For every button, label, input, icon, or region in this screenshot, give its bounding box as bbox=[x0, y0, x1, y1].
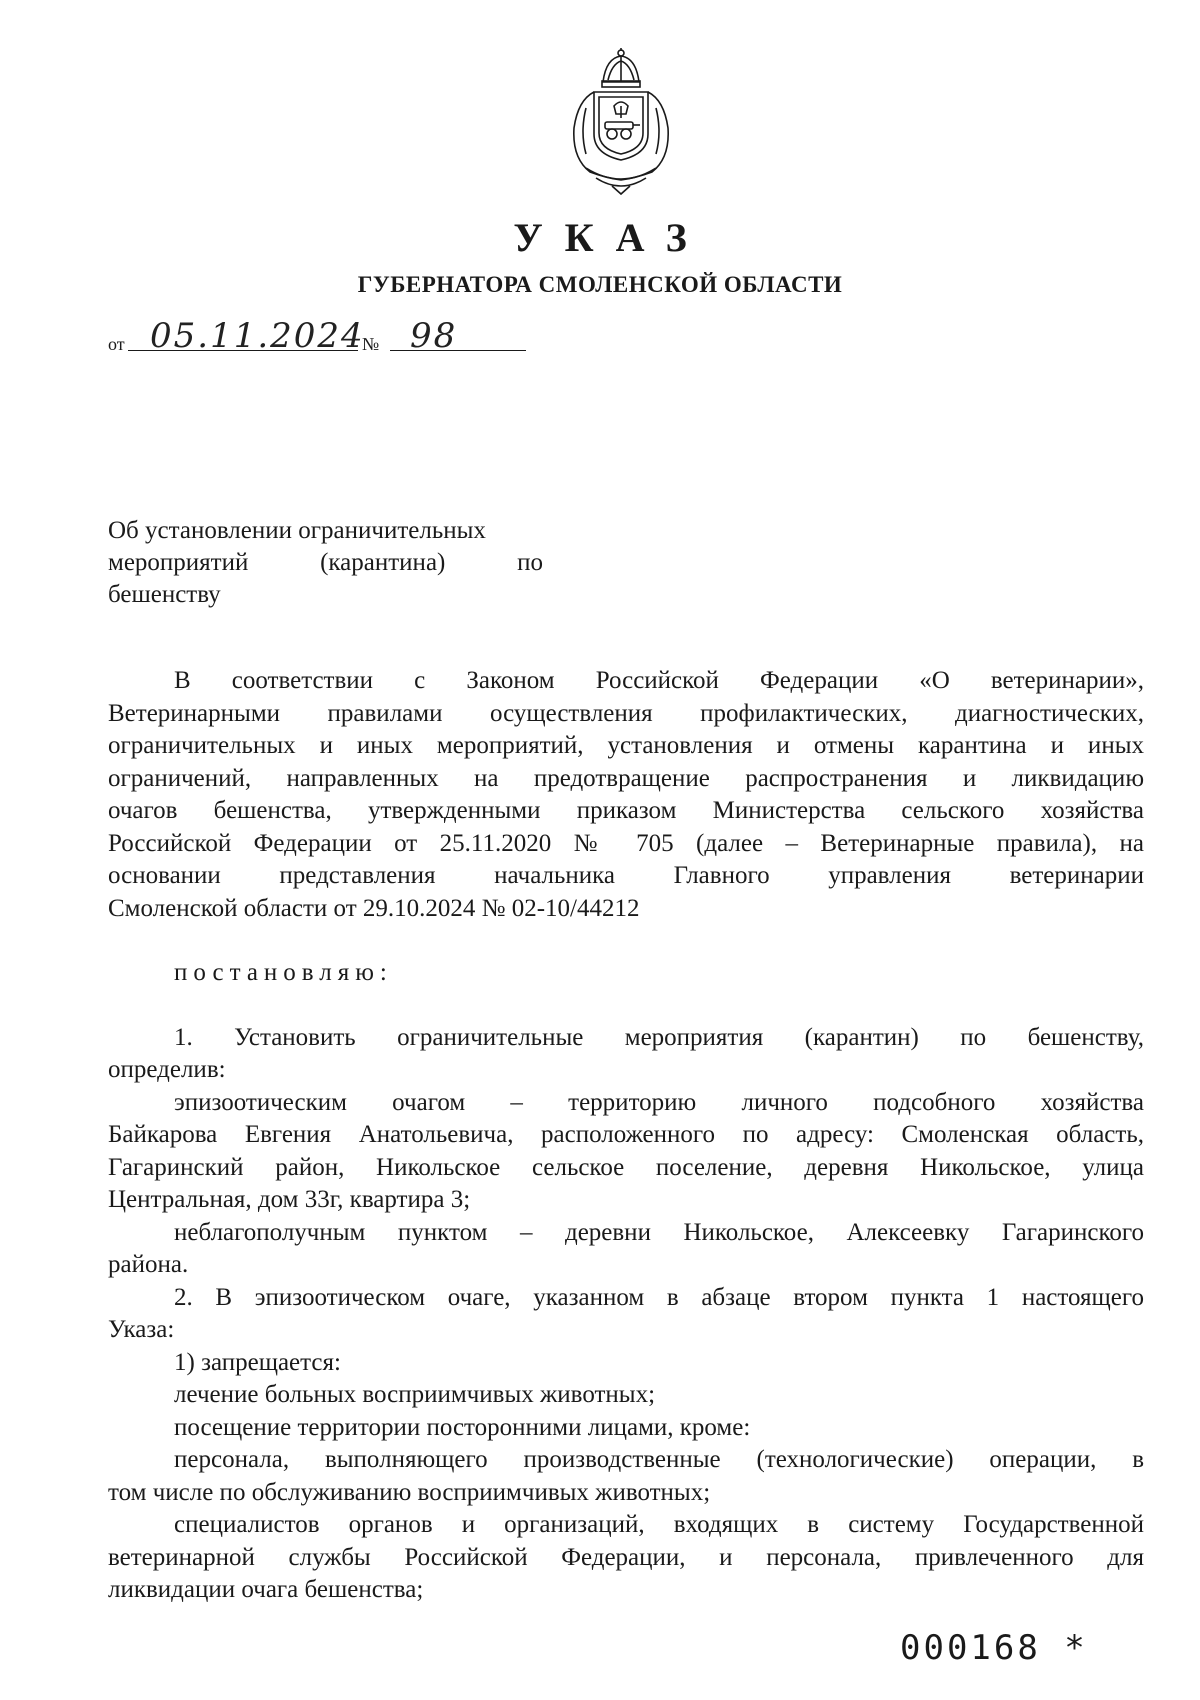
preamble-line: основании представления начальника Главного управления ветеринарии bbox=[108, 862, 1144, 889]
specialists-line: специалистов органов и организаций, входящих в систему Государственной bbox=[174, 1511, 1144, 1538]
personnel-line: персонала, выполняющего производственные (технологические) операции, в bbox=[174, 1446, 1144, 1473]
number-prefix: № bbox=[362, 334, 380, 354]
unfavorable-line: неблагополучным пунктом – деревни Никольское, Алексеевку Гагаринского bbox=[174, 1218, 1144, 1246]
specialists-line: ветеринарной службы Российской Федерации, и персонала, привлеченного для bbox=[108, 1543, 1144, 1571]
document-body bbox=[108, 665, 1144, 1607]
preamble-line: Ветеринарными правилами осуществления профилактических, диагностических, bbox=[108, 699, 1144, 727]
specialists-line: ликвидации очага бешенства; bbox=[108, 1576, 424, 1603]
focus-line: Гагаринский район, Никольское сельское поселение, деревня Никольское, улица bbox=[108, 1153, 1144, 1181]
item-1-line: 1. Установить ограничительные мероприятия (карантин) по бешенству, bbox=[174, 1023, 1144, 1051]
document-issuer: ГУБЕРНАТОРА СМОЛЕНСКОЙ ОБЛАСТИ bbox=[357, 272, 843, 297]
subject-line: бешенству bbox=[108, 581, 221, 608]
item-2-line: 2. В эпизоотическом очаге, указанном в абзаце втором пункта 1 настоящего bbox=[174, 1283, 1144, 1311]
subject-word: (карантина) bbox=[320, 549, 446, 576]
unfavorable-line: района. bbox=[108, 1251, 189, 1278]
spacer bbox=[108, 925, 1144, 957]
preamble-line: ограничений, направленных на предотвращение распространения и ликвидацию bbox=[108, 764, 1144, 792]
preamble-line: очагов бешенства, утвержденными приказом Министерства сельского хозяйства bbox=[108, 797, 1144, 824]
item-1-line: определив: bbox=[108, 1056, 226, 1083]
decree-word: постановляю: bbox=[174, 959, 393, 986]
preamble-line: В соответствии с Законом Российской Федерации «О ветеринарии», bbox=[174, 667, 1144, 694]
subject-word: по bbox=[517, 549, 543, 576]
form-serial-number: 000168 * bbox=[900, 1628, 1088, 1668]
document-subject bbox=[108, 515, 543, 611]
spacer bbox=[108, 990, 1144, 1022]
subject-line bbox=[108, 547, 543, 579]
item-2-line: Указа: bbox=[108, 1316, 175, 1343]
subitem-1: 1) запрещается: bbox=[174, 1348, 341, 1376]
subject-word: мероприятий bbox=[108, 549, 249, 576]
number-handwritten: 98 bbox=[410, 316, 458, 356]
focus-line: Байкарова Евгения Анатольевича, расположенного по адресу: Смоленская область, bbox=[108, 1121, 1144, 1148]
personnel-line: том числе по обслуживанию восприимчивых животных; bbox=[108, 1478, 711, 1506]
focus-line: Центральная, дом 33г, квартира 3; bbox=[108, 1186, 471, 1213]
preamble-line: Смоленской области от 29.10.2024 № 02-10/44212 bbox=[108, 894, 640, 922]
date-number-line bbox=[108, 316, 578, 356]
date-prefix: от bbox=[108, 334, 125, 354]
focus-line: эпизоотическим очагом – территорию личного подсобного хозяйства bbox=[174, 1088, 1144, 1116]
ban-line: лечение больных восприимчивых животных; bbox=[174, 1381, 656, 1408]
coat-of-arms-smolensk-icon bbox=[556, 48, 686, 196]
preamble-line: Российской Федерации от 25.11.2020 № 705 (далее – Ветеринарные правила), на bbox=[108, 829, 1144, 857]
document-title: УКАЗ bbox=[513, 215, 709, 260]
date-handwritten: 05.11.2024 bbox=[150, 316, 365, 356]
preamble-line: ограничительных и иных мероприятий, установления и отмены карантина и иных bbox=[108, 732, 1144, 759]
ban-line: посещение территории посторонними лицами, кроме: bbox=[174, 1413, 751, 1441]
subject-line: Об установлении ограничительных bbox=[108, 517, 486, 544]
